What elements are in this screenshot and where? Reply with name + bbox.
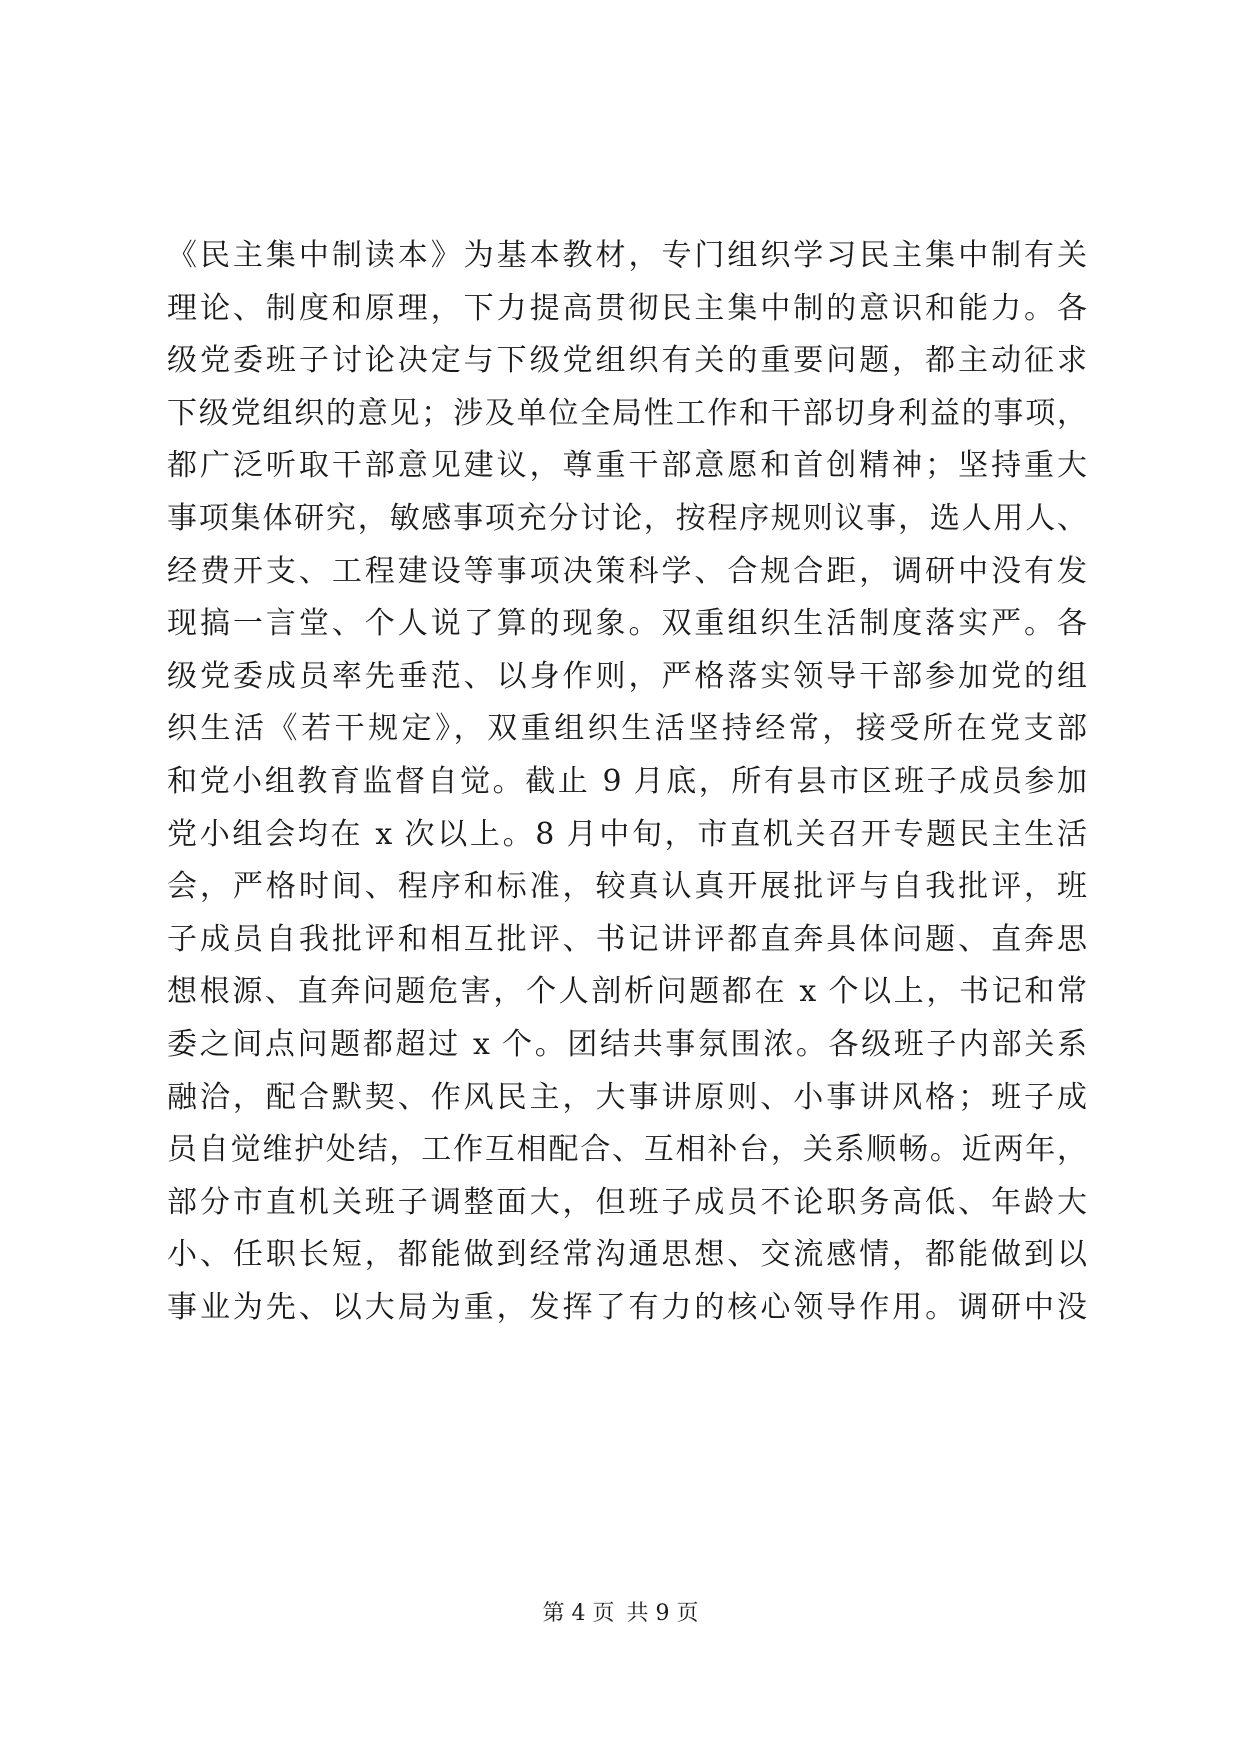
text-line: 子成员自我批评和相互批评、书记讲评都直奔具体问题、直奔思 [167,921,1087,957]
text-line: 委之间点问题都超过 x 个。团结共事氛围浓。各级班子内部关系 [167,1026,1087,1062]
text-line: 想根源、直奔问题危害，个人剖析问题都在 x 个以上，书记和常 [167,974,1087,1010]
text-line: 级党委成员率先垂范、以身作则，严格落实领导干部参加党的组 [167,658,1087,694]
body-text [167,230,1087,1334]
text-line: 小、任职长短，都能做到经常沟通思想、交流感情，都能做到以 [167,1237,1087,1273]
text-line: 级党委班子讨论决定与下级党组织有关的重要问题，都主动征求 [167,343,1087,379]
text-line: 织生活《若干规定》，双重组织生活坚持经常，接受所在党支部 [167,711,1087,747]
text-line: 部分市直机关班子调整面大，但班子成员不论职务高低、年龄大 [167,1184,1087,1220]
text-line: 下级党组织的意见；涉及单位全局性工作和干部切身利益的事项， [167,395,1087,431]
text-line: 和党小组教育监督自觉。截止 9 月底，所有县市区班子成员参加 [167,763,1087,799]
text-line: 经费开支、工程建设等事项决策科学、合规合距，调研中没有发 [167,553,1087,589]
text-line: 员自觉维护处结，工作互相配合、互相补台，关系顺畅。近两年， [167,1132,1087,1168]
text-line: 党小组会均在 x 次以上。8 月中旬，市直机关召开专题民主生活 [167,816,1087,852]
page-footer [0,1599,1241,1629]
text-line: 会，严格时间、程序和标准，较真认真开展批评与自我批评，班 [167,869,1087,905]
page-total: 共 9 页 [626,1601,699,1626]
text-line: 融洽，配合默契、作风民主，大事讲原则、小事讲风格；班子成 [167,1079,1087,1115]
page-number: 第 4 页 [542,1601,615,1626]
text-line: 都广泛听取干部意见建议，尊重干部意愿和首创精神；坚持重大 [167,448,1087,484]
text-line: 事业为先、以大局为重，发挥了有力的核心领导作用。调研中没 [167,1289,1087,1325]
text-line: 现搞一言堂、个人说了算的现象。双重组织生活制度落实严。各 [167,606,1087,642]
text-line: 《民主集中制读本》为基本教材，专门组织学习民主集中制有关 [167,238,1087,273]
text-line: 事项集体研究，敏感事项充分讨论，按程序规则议事，选人用人、 [167,500,1087,536]
text-line: 理论、制度和原理，下力提高贯彻民主集中制的意识和能力。各 [167,290,1087,326]
